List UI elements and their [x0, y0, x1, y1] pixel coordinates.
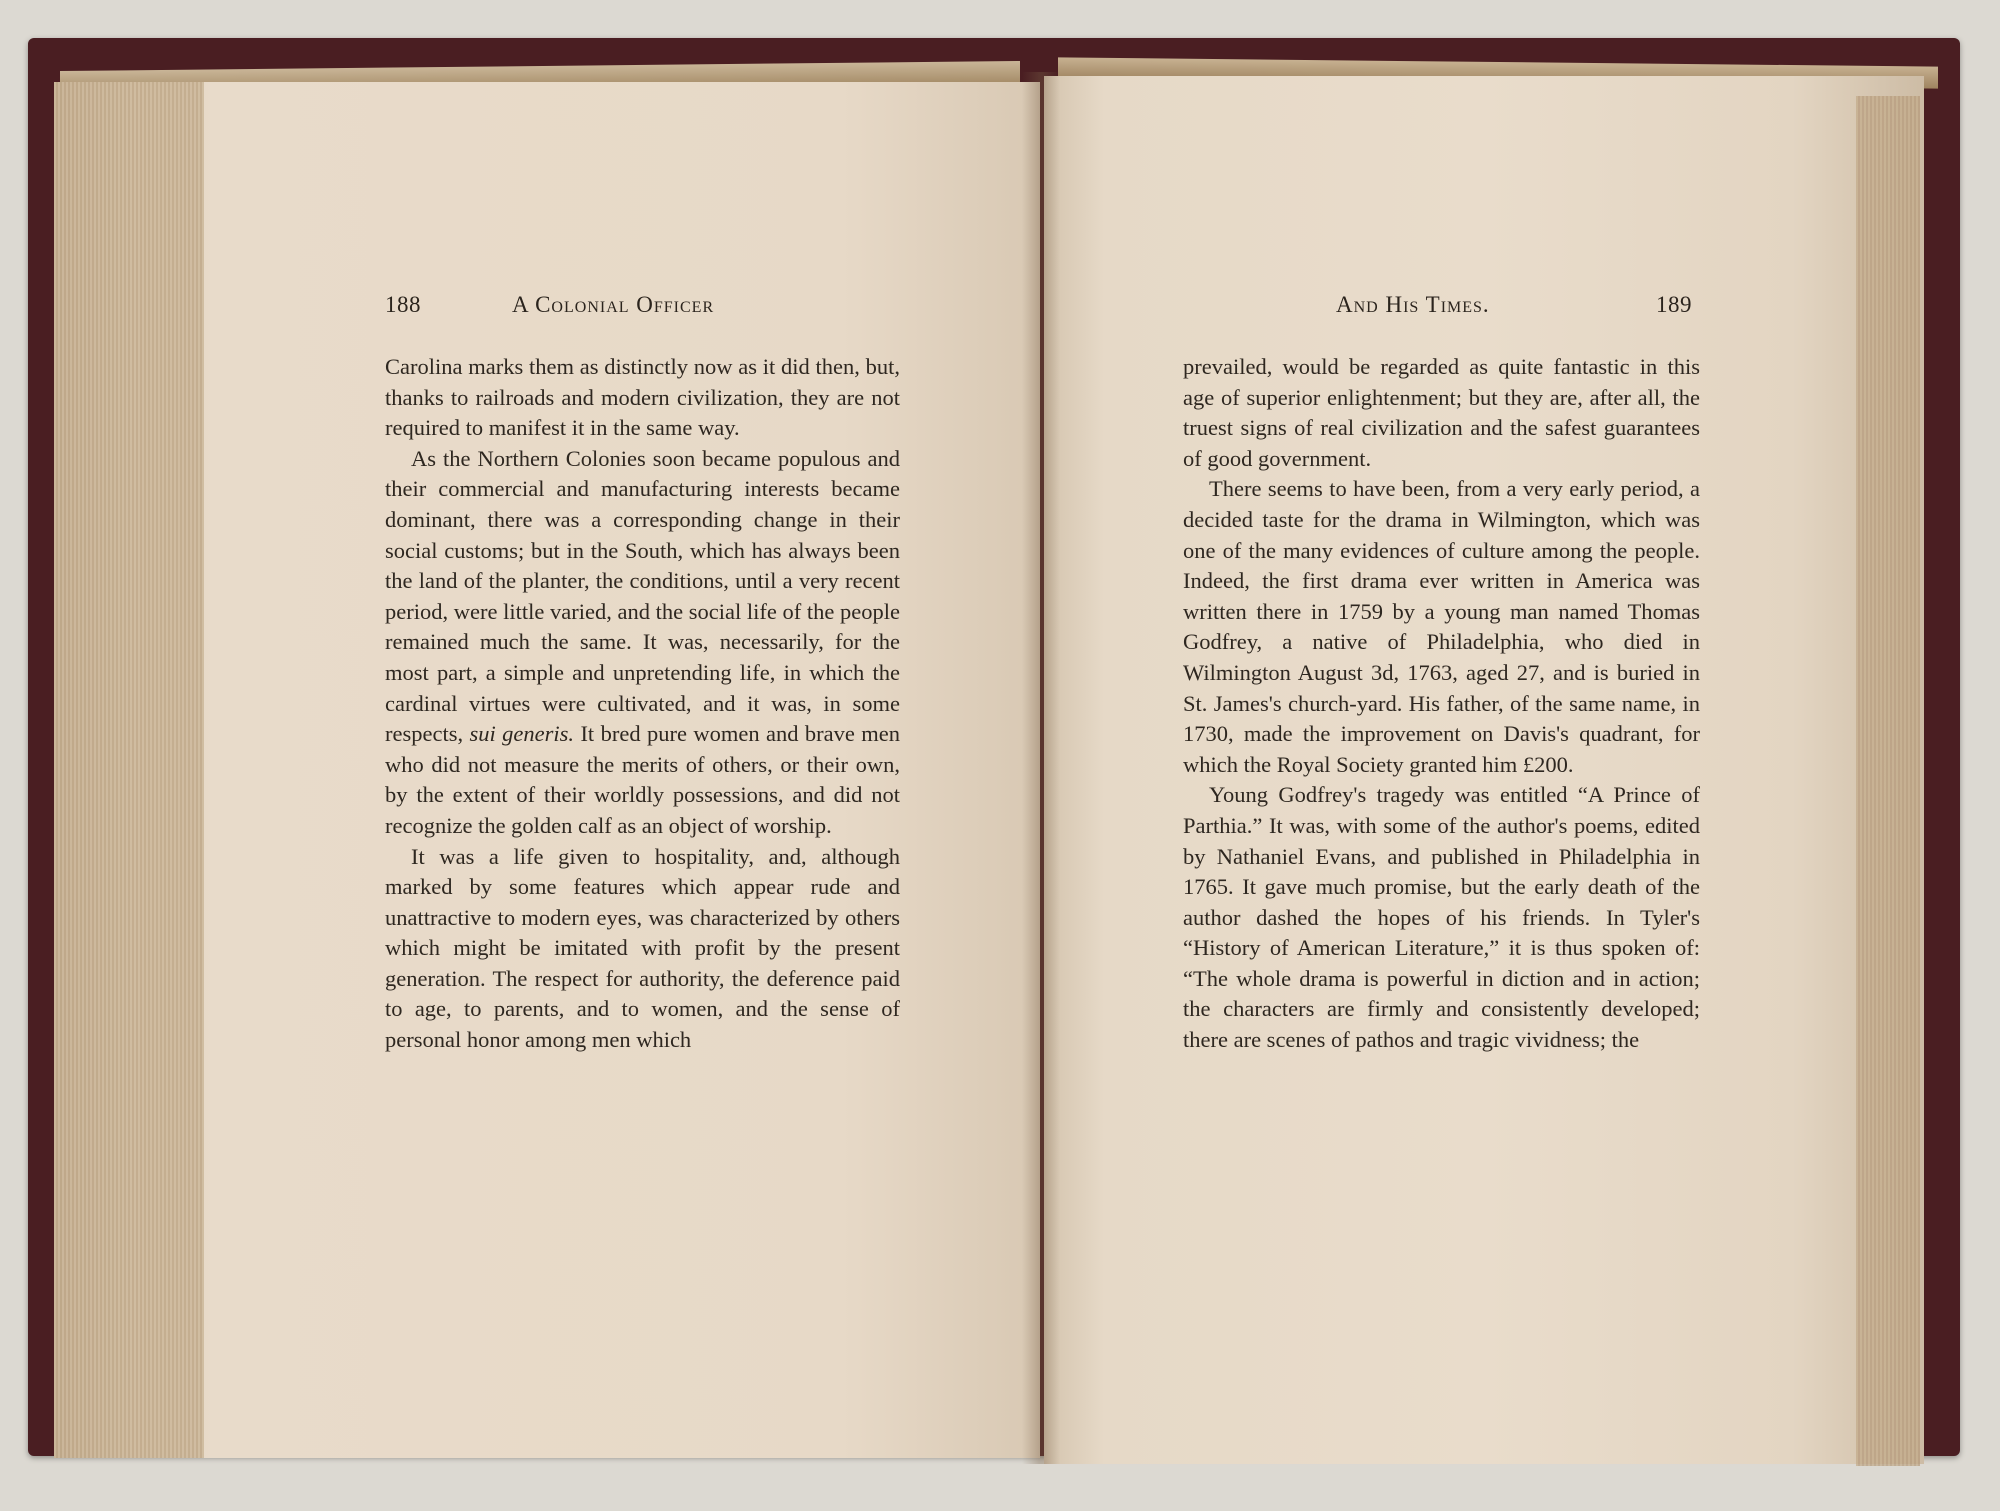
right-paragraph-2: There seems to have been, from a very early period, a decided taste for the drama in Wilmington, which was one of the many evidences of culture among the people. Indeed, the first drama ever written in America was written there in 1759 by a young man named Thomas Godfrey, a native of Philadelphia, who died in Wilmington August 3d, 1763, aged 27, and is buried in St. James's church-yard. His father, of the same name, in 1730, made the improvement on Davis's quadrant, for which the Royal Society granted him £200. [1183, 476, 1700, 777]
right-page-stack-edges [1856, 96, 1920, 1466]
left-paragraph-3: It was a life given to hospitality, and, although marked by some features which appear rude and unattractive to modern eyes, was characterized by others which might be imitated with profit by the present generation. The respect for authority, the deference paid to age, to parents, and to women, and the sense of personal honor among men which [385, 843, 900, 1053]
left-page-stack-edges [54, 82, 204, 1458]
left-paragraph-2-text: As the Northern Colonies soon became populous and their commercial and manufacturing interests became dominant, there was a corresponding change in their social customs; but in the South, which has always been the land of the planter, the conditions, until a very recent period, were little varied, and the social life of the people remained much the same. It was, necessarily, for the most part, a simple and unpretending life, in which the cardinal virtues were cultivated, and it was, in some respects, [385, 445, 900, 747]
left-running-head: A Colonial Officer [512, 292, 715, 317]
left-paragraph-2-tail: It bred pure women and brave men who did not measure the merits of others, or their own, by the extent of their worldly possessions, and did not recognize the golden calf as an object of worship. [385, 721, 900, 838]
right-page-body [1183, 352, 1700, 1056]
left-page-body [385, 352, 900, 1056]
book-gutter [1022, 72, 1060, 1464]
right-paragraph-1: prevailed, would be regarded as quite fantastic in this age of superior enlightenment; but they are, after all, the truest signs of real civilization and the safest guarantees of good government. [1183, 354, 1700, 471]
left-page-number: 188 [385, 292, 421, 317]
left-paragraph-1: Carolina marks them as distinctly now as it did then, but, thanks to railroads and modern civilization, they are not required to manifest it in the same way. [385, 354, 900, 441]
left-paragraph-2 [385, 444, 900, 842]
right-running-head: And His Times. [1336, 292, 1490, 317]
right-paragraph-3: Young Godfrey's tragedy was entitled “A Prince of Parthia.” It was, with some of the author's poems, edited by Nathaniel Evans, and published in Philadelphia in 1765. It gave much promise, but the early death of the author dashed the hopes of his friends. In Tyler's “History of American Literature,” it is thus spoken of: “The whole drama is powerful in diction and in action; the characters are firmly and consistently developed; there are scenes of pathos and tragic vividness; the [1183, 782, 1700, 1053]
italic-phrase: sui generis. [469, 721, 575, 747]
right-page-number: 189 [1656, 292, 1692, 317]
